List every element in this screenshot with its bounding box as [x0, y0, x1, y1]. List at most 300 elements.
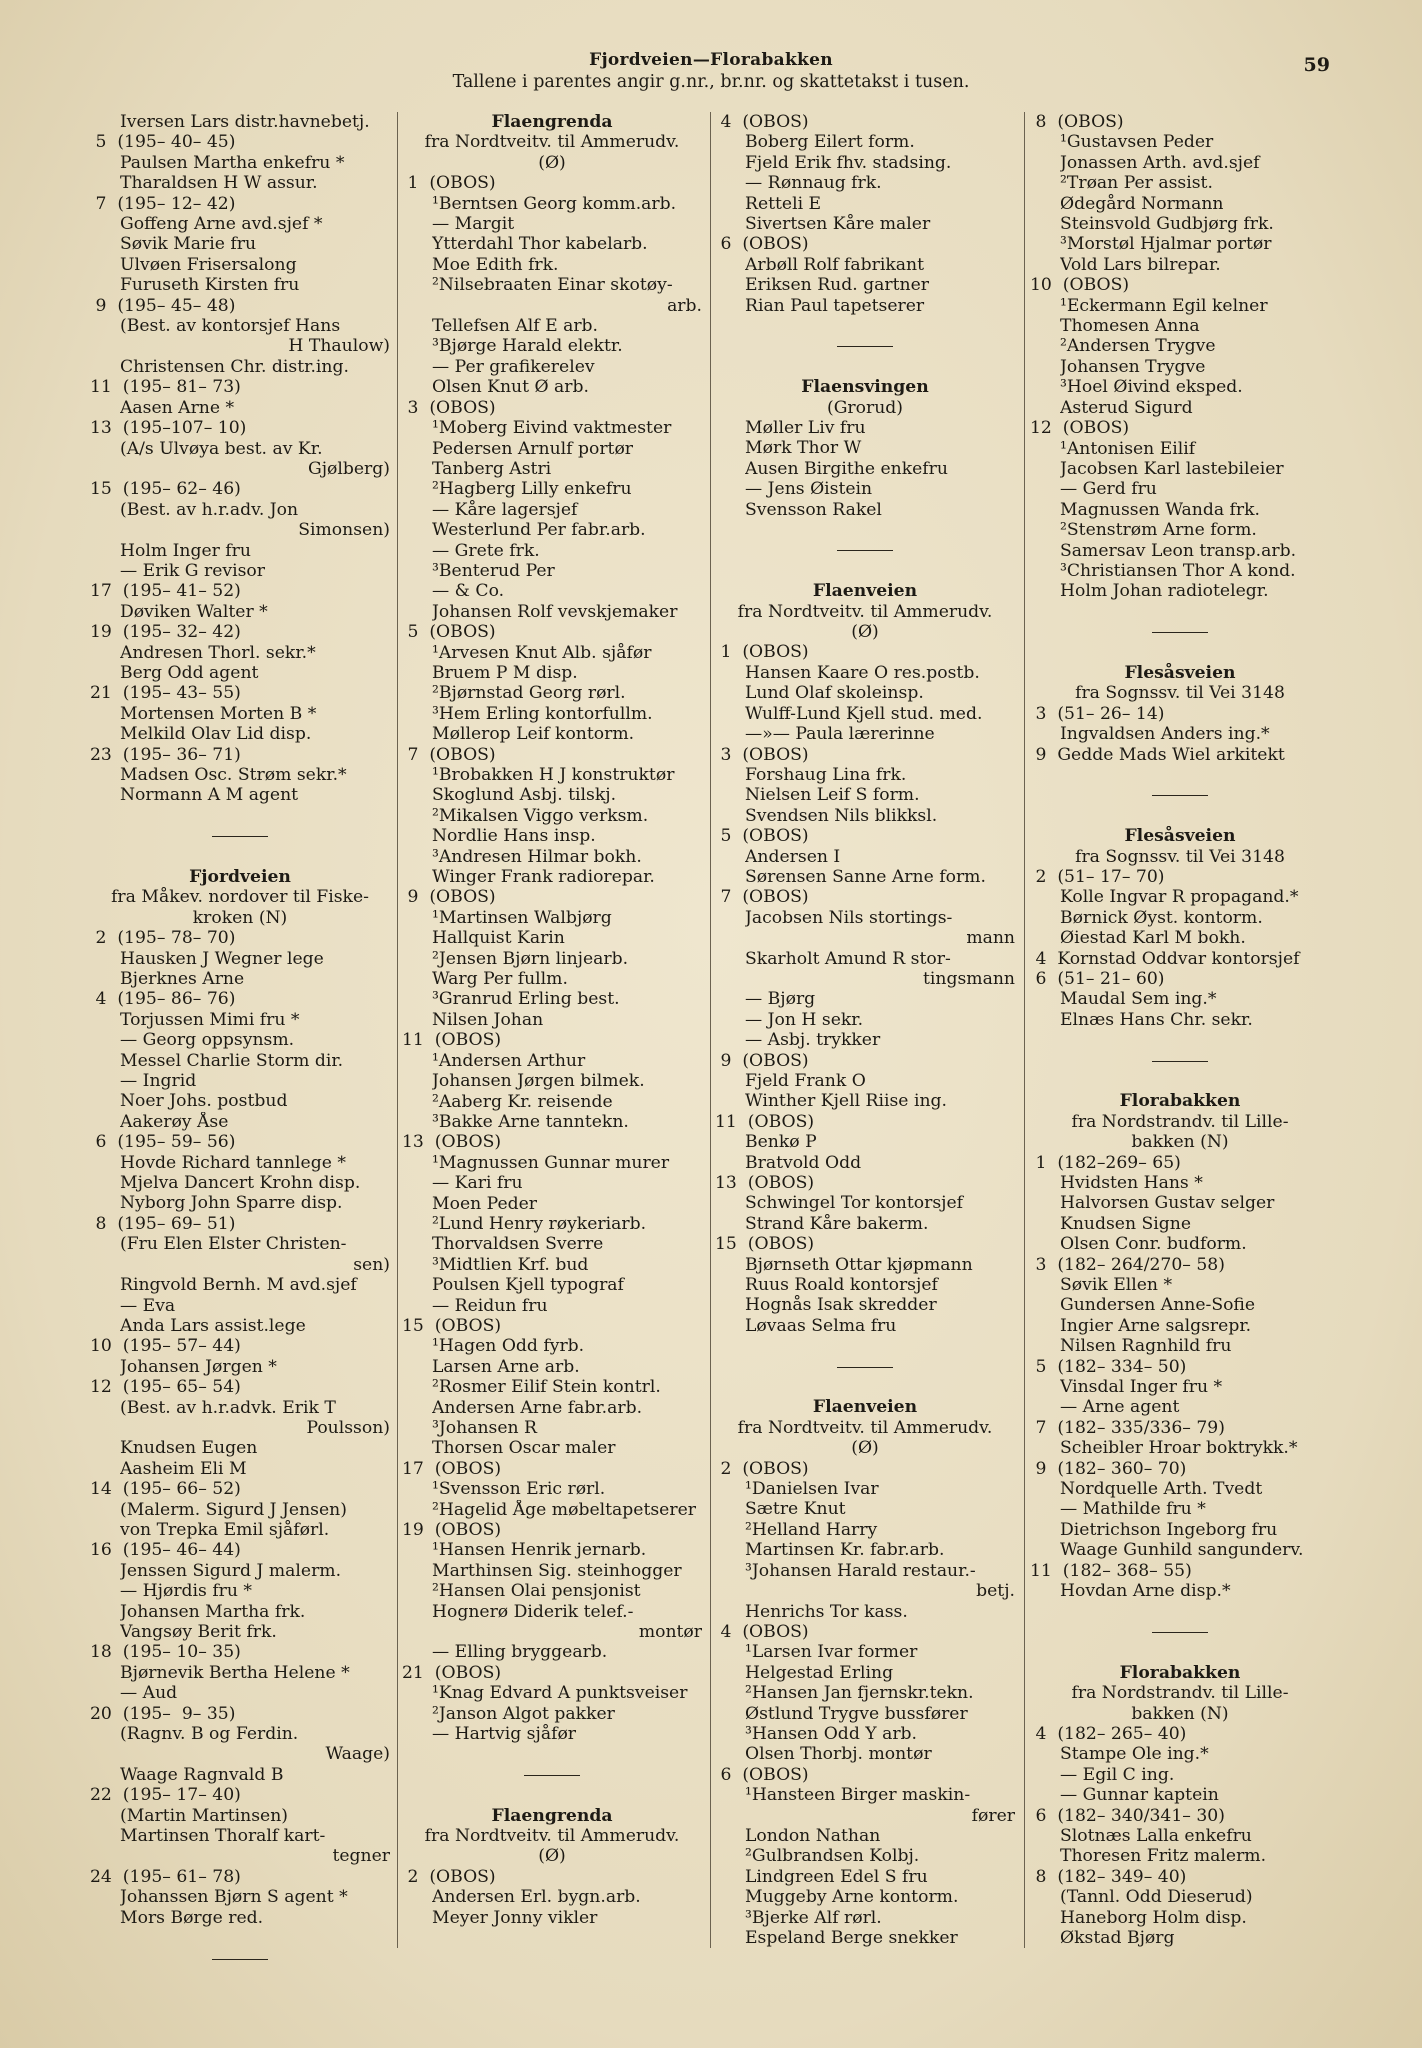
resident-line: Espeland Berge snekker — [745, 1928, 958, 1949]
house-number-line: 6 (OBOS) — [715, 1764, 809, 1785]
resident-line: Knudsen Eugen — [120, 1438, 258, 1459]
resident-line: Ingier Arne salgsrepr. — [1060, 1315, 1252, 1336]
resident-line: Noer Johs. postbud — [120, 1091, 288, 1112]
house-number-line: 8 (182– 349– 40) — [1030, 1866, 1187, 1887]
resident-line: Sivertsen Kåre maler — [745, 214, 931, 235]
resident-line: Schwingel Tor kontorsjef — [745, 1193, 964, 1214]
street-heading: Flaengrenda — [491, 112, 613, 132]
resident-line: Warg Per fullm. — [432, 969, 568, 990]
resident-line: Vold Lars bilrepar. — [1060, 254, 1221, 275]
house-number-line: 22 (195– 17– 40) — [90, 1785, 241, 1806]
resident-line: ²Andersen Trygve — [1060, 336, 1216, 357]
street-heading: Flaenveien — [812, 581, 918, 602]
resident-line: von Trepka Emil sjåførl. — [120, 1519, 330, 1540]
house-number-line: 8 (195– 69– 51) — [90, 1213, 236, 1234]
resident-line: Tellefsen Alf E arb. — [432, 316, 599, 337]
resident-line: (Best. av kontorsjef Hans — [120, 316, 341, 337]
resident-line: Hansen Kaare O res.postb. — [745, 662, 980, 683]
resident-line: Thoresen Fritz malerm. — [1060, 1846, 1267, 1867]
street-note: fra Sognssv. til Vei 3148 — [1075, 846, 1285, 867]
resident-line: (A/s Ulvøya best. av Kr. — [120, 438, 323, 459]
resident-line: Mjelva Dancert Krohn disp. — [120, 1173, 361, 1194]
resident-line: — Bjørg — [745, 989, 816, 1010]
house-number-line: 2 (195– 78– 70) — [90, 928, 236, 949]
resident-line: Thorvaldsen Sverre — [432, 1234, 604, 1255]
house-number-line: 11 (182– 368– 55) — [1030, 1560, 1192, 1581]
resident-line: Ruus Roald kontorsjef — [745, 1275, 938, 1296]
resident-line: Møllerop Leif kontorm. — [432, 724, 635, 745]
house-number-line: 4 (OBOS) — [715, 112, 809, 132]
resident-line: Strand Kåre bakerm. — [745, 1213, 929, 1234]
spacer — [715, 1377, 1015, 1397]
resident-line: Eriksen Rud. gartner — [745, 275, 929, 296]
resident-line: Andresen Thorl. sekr.* — [120, 642, 316, 663]
resident-line: ¹Antonisen Eilif — [1060, 438, 1196, 459]
house-number-line: 16 (195– 46– 44) — [90, 1540, 241, 1561]
resident-line: Østlund Trygve bussfører — [745, 1703, 968, 1724]
resident-line: — Eva — [120, 1295, 176, 1316]
resident-line: — Jens Øistein — [745, 479, 873, 500]
resident-line: Hvidsten Hans * — [1060, 1172, 1203, 1193]
resident-line: — Hjørdis fru * — [120, 1581, 253, 1602]
resident-line: Sætre Knut — [745, 1499, 846, 1520]
resident-line: Moen Peder — [432, 1193, 538, 1214]
house-number-line: 9 (182– 360– 70) — [1030, 1458, 1187, 1479]
spacer — [402, 1745, 702, 1765]
resident-line: Halvorsen Gustav selger — [1060, 1193, 1275, 1214]
resident-line: Dietrichson Ingeborg fru — [1060, 1519, 1278, 1540]
resident-line: Jacobsen Nils stortings- — [745, 907, 953, 928]
resident-line: Fjeld Erik fhv. stadsing. — [745, 152, 952, 173]
resident-line: Hognås Isak skredder — [745, 1295, 937, 1316]
house-number-line: 9 (OBOS) — [402, 887, 496, 908]
house-number-line: 12 (OBOS) — [1030, 418, 1130, 439]
resident-line: ¹Larsen Ivar former — [745, 1642, 918, 1663]
resident-line: Fjeld Frank O — [745, 1071, 866, 1091]
resident-line: Knudsen Signe — [1060, 1213, 1192, 1234]
continuation-line: Poulsson) — [306, 1417, 390, 1438]
house-number-line: 9 (195– 45– 48) — [90, 295, 236, 316]
house-number-line: 11 (OBOS) — [715, 1111, 815, 1132]
resident-line: Hovde Richard tannlege * — [120, 1152, 346, 1173]
resident-line: (Fru Elen Elster Christen- — [120, 1234, 347, 1255]
resident-line: Asterud Sigurd — [1060, 397, 1193, 418]
house-number-line: 17 (OBOS) — [402, 1458, 502, 1479]
resident-line: Olsen Thorbj. montør — [745, 1744, 932, 1765]
resident-line: — Jon H sekr. — [745, 1009, 864, 1030]
resident-line: Løvaas Selma fru — [745, 1315, 897, 1336]
resident-line: ¹Hansteen Birger maskin- — [745, 1785, 971, 1806]
house-number-line: 13 (OBOS) — [402, 1132, 502, 1153]
street-note: (Ø) — [538, 152, 566, 173]
resident-line: — Elling bryggearb. — [432, 1642, 608, 1663]
resident-line: Tharaldsen H W assur. — [120, 173, 318, 194]
resident-line: Ødegård Normann — [1060, 193, 1224, 214]
resident-line: Tanberg Astri — [432, 458, 552, 479]
resident-line: ³Bjørge Harald elektr. — [432, 336, 623, 357]
resident-line: (Best. av h.r.advk. Erik T — [120, 1397, 336, 1418]
resident-line: Rian Paul tapetserer — [745, 295, 925, 316]
resident-line: — Gerd fru — [1060, 479, 1157, 500]
resident-line: ²Stenstrøm Arne form. — [1060, 520, 1257, 541]
resident-line: ²Jensen Bjørn linjearb. — [432, 948, 629, 969]
resident-line: Poulsen Kjell typograf — [432, 1275, 624, 1296]
house-number-line: 15 (OBOS) — [402, 1315, 502, 1336]
resident-line: Svendsen Nils blikksl. — [745, 805, 938, 826]
street-heading: Flesåsveien — [1124, 662, 1236, 683]
resident-line: Benkø P — [745, 1132, 817, 1153]
house-number-line: 4 (195– 86– 76) — [90, 989, 236, 1010]
resident-line: ²Nilsebraaten Einar skotøy- — [432, 275, 673, 296]
resident-line: — Margit — [432, 214, 515, 235]
house-number-line: 5 (195– 40– 45) — [90, 132, 236, 153]
resident-line: Bjørnseth Ottar kjøpmann — [745, 1254, 973, 1275]
street-note: fra Nordtveitv. til Ammerudv. — [737, 601, 993, 622]
resident-line: ¹Martinsen Walbjørg — [432, 907, 612, 928]
resident-line: Nordquelle Arth. Tvedt — [1060, 1479, 1263, 1500]
resident-line: Haneborg Holm disp. — [1060, 1907, 1247, 1928]
resident-line: Vangsøy Berit frk. — [120, 1622, 277, 1643]
resident-line: (Best. av h.r.adv. Jon — [120, 499, 299, 520]
resident-line: — Ingrid — [120, 1071, 197, 1092]
resident-line: Bjørnevik Bertha Helene * — [120, 1662, 350, 1683]
spacer — [1030, 1030, 1330, 1050]
house-number-line: 21 (OBOS) — [402, 1662, 502, 1683]
resident-line: Holm Inger fru — [120, 540, 251, 561]
resident-line: Jacobsen Karl lastebileier — [1060, 458, 1284, 479]
resident-line: — Arne agent — [1060, 1397, 1180, 1418]
resident-line: Mors Børge red. — [120, 1907, 264, 1928]
spacer — [1030, 1071, 1330, 1091]
resident-line: Søvik Ellen * — [1060, 1275, 1173, 1296]
resident-line: Forshaug Lina frk. — [745, 764, 907, 785]
street-note: (Ø) — [538, 1846, 566, 1867]
house-number-line: 15 (195– 62– 46) — [90, 479, 241, 500]
house-number-line: 5 (OBOS) — [402, 622, 496, 643]
spacer — [715, 316, 1015, 336]
resident-line: Meyer Jonny vikler — [432, 1907, 598, 1928]
resident-line: ³Hansen Odd Y arb. — [745, 1723, 918, 1744]
resident-line: ²Aaberg Kr. reisende — [432, 1091, 613, 1112]
resident-line: Goffeng Arne avd.sjef * — [120, 214, 323, 235]
house-number-line: 6 (195– 59– 56) — [90, 1132, 236, 1153]
street-heading: Flaensvingen — [801, 377, 929, 398]
resident-line: — Kari fru — [432, 1173, 523, 1194]
house-number-line: 1 (182–269– 65) — [1030, 1152, 1181, 1173]
resident-line: Madsen Osc. Strøm sekr.* — [120, 765, 347, 785]
spacer — [90, 847, 390, 867]
resident-line: Skoglund Asbj. tilskj. — [432, 785, 617, 806]
street-heading: Flaengrenda — [491, 1805, 613, 1826]
street-heading: Florabakken — [1119, 1091, 1241, 1112]
column-4 — [1030, 112, 1330, 1948]
street-note: kroken (N) — [192, 907, 288, 928]
house-number-line: 5 (OBOS) — [715, 826, 809, 847]
house-number-line: 7 (195– 12– 42) — [90, 193, 236, 214]
resident-line: Hausken J Wegner lege — [120, 948, 324, 969]
spacer — [90, 1928, 390, 1948]
continuation-line: Waage) — [325, 1744, 390, 1765]
resident-line: ²Gulbrandsen Kolbj. — [745, 1846, 920, 1867]
resident-line: Slotnæs Lalla enkefru — [1060, 1825, 1252, 1846]
house-number-line: 17 (195– 41– 52) — [90, 581, 241, 602]
section-separator — [1030, 1622, 1330, 1642]
resident-line: Pedersen Arnulf portør — [432, 438, 634, 459]
resident-line: ³Andresen Hilmar bokh. — [432, 846, 642, 867]
resident-line: Børnick Øyst. kontorm. — [1060, 907, 1263, 928]
house-number-line: 12 (195– 65– 54) — [90, 1377, 241, 1398]
spacer — [402, 1785, 702, 1805]
resident-line: ²Hansen Olai pensjonist — [432, 1581, 641, 1602]
resident-line: Boberg Eilert form. — [745, 132, 915, 153]
house-number-line: 9 (OBOS) — [715, 1050, 809, 1071]
house-number-line: 4 (182– 265– 40) — [1030, 1723, 1187, 1744]
resident-line: Samersav Leon transp.arb. — [1060, 540, 1297, 561]
section-separator — [402, 1765, 702, 1785]
resident-line: Furuseth Kirsten fru — [120, 275, 300, 296]
resident-line: Olsen Conr. budform. — [1060, 1234, 1247, 1255]
resident-line: Paulsen Martha enkefru * — [120, 152, 345, 173]
resident-line: ¹Brobakken H J konstruktør — [432, 765, 675, 785]
spacer — [1030, 765, 1330, 785]
street-note: bakken (N) — [1131, 1703, 1229, 1724]
house-number-line: 6 (51– 21– 60) — [1030, 968, 1165, 989]
resident-line: Sørensen Sanne Arne form. — [745, 866, 986, 887]
house-number-line: 13 (195–107– 10) — [90, 418, 247, 439]
resident-line: — Mathilde fru * — [1060, 1499, 1206, 1520]
resident-line: — Gunnar kaptein — [1060, 1785, 1219, 1806]
column-divider — [397, 112, 398, 1948]
column-2 — [402, 112, 702, 1928]
resident-line: ³Christiansen Thor A kond. — [1060, 560, 1296, 581]
resident-line: ³Morstøl Hjalmar portør — [1060, 234, 1272, 255]
resident-line: Winger Frank radiorepar. — [432, 867, 655, 888]
resident-line: ¹Svensson Eric rørl. — [432, 1479, 606, 1500]
house-number-line: 3 (OBOS) — [715, 744, 809, 765]
resident-line: ³Hem Erling kontorfullm. — [432, 703, 653, 724]
resident-line: Torjussen Mimi fru * — [120, 1009, 300, 1030]
resident-line: ²Trøan Per assist. — [1060, 173, 1213, 194]
continuation-line: mann — [966, 928, 1015, 949]
resident-line: Berg Odd agent — [120, 662, 259, 683]
resident-line: Ytterdahl Thor kabelarb. — [432, 234, 648, 255]
continuation-line: arb. — [667, 295, 702, 316]
house-number-line: 10 (OBOS) — [1030, 275, 1130, 296]
page-subtitle: Tallene i parentes angir g.nr., br.nr. og skattetakst i tusen. — [452, 72, 970, 92]
resident-line: ²Janson Algot pakker — [432, 1703, 615, 1724]
street-note: fra Måkev. nordover til Fiske- — [111, 887, 369, 908]
spacer — [1030, 643, 1330, 663]
house-number-line: 13 (OBOS) — [715, 1173, 815, 1194]
resident-line: — Georg oppsynsm. — [120, 1030, 295, 1051]
resident-line: Andersen Arne fabr.arb. — [432, 1397, 643, 1418]
street-note: (Ø) — [851, 1438, 879, 1459]
resident-line: Bjerknes Arne — [120, 969, 245, 990]
resident-line: Henrichs Tor kass. — [745, 1601, 908, 1622]
spacer — [1030, 602, 1330, 622]
resident-line: Johansen Jørgen bilmek. — [432, 1071, 645, 1092]
spacer — [90, 806, 390, 826]
resident-line: ²Bjørnstad Georg rørl. — [432, 683, 626, 704]
resident-line: ³Bjerke Alf rørl. — [745, 1907, 882, 1928]
street-heading: Flesåsveien — [1124, 826, 1236, 847]
street-note: (Grorud) — [827, 397, 903, 418]
house-number-line: 2 (OBOS) — [715, 1458, 809, 1479]
resident-line: Kolle Ingvar R propagand.* — [1060, 887, 1299, 908]
resident-line: Aasheim Eli M — [120, 1458, 247, 1479]
spacer — [715, 1336, 1015, 1356]
resident-line: — Hartvig sjåfør — [432, 1724, 577, 1745]
page-number: 59 — [1303, 54, 1330, 76]
resident-line: Stampe Ole ing.* — [1060, 1744, 1209, 1765]
resident-line: Andersen Erl. bygn.arb. — [432, 1887, 641, 1908]
resident-line: ¹Knag Edvard A punktsveiser — [432, 1683, 688, 1704]
house-number-line: 11 (OBOS) — [402, 1030, 502, 1051]
resident-line: Aasen Arne * — [120, 397, 235, 418]
spacer — [715, 520, 1015, 540]
continuation-line: Gjølberg) — [307, 458, 390, 479]
resident-line: — Per grafikerelev — [432, 356, 595, 377]
house-number-line: 3 (182– 264/270– 58) — [1030, 1254, 1225, 1275]
resident-line: ³Granrud Erling best. — [432, 989, 620, 1010]
resident-line: Johansen Trygve — [1060, 356, 1206, 377]
resident-line: — Kåre lagersjef — [432, 499, 578, 520]
house-number-line: 4 Kornstad Oddvar kontorsjef — [1030, 948, 1300, 969]
house-number-line: 2 (OBOS) — [402, 1866, 496, 1887]
resident-line: London Nathan — [745, 1825, 881, 1846]
resident-line: Vinsdal Inger fru * — [1060, 1377, 1223, 1398]
section-separator — [1030, 622, 1330, 642]
spacer — [1030, 1602, 1330, 1622]
resident-line: ¹Hansen Henrik jernarb. — [432, 1540, 647, 1561]
continuation-line: H Thaulow) — [288, 336, 390, 357]
house-number-line: 3 (51– 26– 14) — [1030, 703, 1165, 724]
resident-line: ¹Andersen Arthur — [432, 1050, 586, 1071]
page-title: Fjordveien—Florabakken — [589, 50, 833, 70]
resident-line: Westerlund Per fabr.arb. — [432, 520, 646, 541]
house-number-line: 24 (195– 61– 78) — [90, 1866, 241, 1887]
resident-line: Bratvold Odd — [745, 1152, 862, 1173]
resident-line: Winther Kjell Riise ing. — [745, 1091, 947, 1112]
resident-line: ²Hansen Jan fjernskr.tekn. — [745, 1683, 974, 1704]
resident-line: Lindgreen Edel S fru — [745, 1866, 928, 1887]
resident-line: Holm Johan radiotelegr. — [1060, 581, 1269, 602]
resident-line: Nordlie Hans insp. — [432, 826, 596, 847]
resident-line: ¹Hagen Odd fyrb. — [432, 1336, 585, 1357]
resident-line: Waage Gunhild sangunderv. — [1060, 1540, 1304, 1561]
street-note: fra Nordtveitv. til Ammerudv. — [424, 132, 680, 153]
resident-line: ³Johansen Harald restaur.- — [745, 1560, 976, 1581]
resident-line: ³Benterud Per — [432, 560, 555, 581]
resident-line: Martinsen Kr. fabr.arb. — [745, 1540, 945, 1561]
resident-line: Steinsvold Gudbjørg frk. — [1060, 214, 1274, 235]
section-separator — [715, 336, 1015, 356]
resident-line: Marthinsen Sig. steinhogger — [432, 1560, 682, 1581]
street-heading: Florabakken — [1119, 1662, 1241, 1683]
resident-line: Martinsen Thoralf kart- — [120, 1826, 326, 1847]
resident-line: (Tannl. Odd Dieserud) — [1060, 1887, 1253, 1908]
resident-line: Scheibler Hroar boktrykk.* — [1060, 1438, 1298, 1459]
house-number-line: 7 (OBOS) — [715, 887, 809, 908]
resident-line: ¹Eckermann Egil kelner — [1060, 295, 1268, 316]
resident-line: Johansen Martha frk. — [120, 1601, 306, 1622]
resident-line: ³Bakke Arne tanntekn. — [432, 1111, 629, 1132]
resident-line: ³Hoel Øivind eksped. — [1060, 377, 1243, 398]
resident-line: Mortensen Morten B * — [120, 703, 317, 724]
resident-line: ²Mikalsen Viggo verksm. — [432, 805, 649, 826]
house-number-line: 7 (182– 335/336– 79) — [1030, 1417, 1225, 1438]
resident-line: Søvik Marie fru — [120, 234, 257, 255]
resident-line: Døviken Walter * — [120, 601, 268, 622]
resident-line: Normann A M agent — [120, 785, 299, 806]
resident-line: Maudal Sem ing.* — [1060, 989, 1217, 1010]
spacer — [715, 357, 1015, 377]
resident-line: Messel Charlie Storm dir. — [120, 1050, 344, 1071]
resident-line: Olsen Knut Ø arb. — [432, 377, 589, 398]
resident-line: Ingvaldsen Anders ing.* — [1060, 724, 1270, 745]
house-number-line: 6 (182– 340/341– 30) — [1030, 1805, 1225, 1826]
house-number-line: 9 Gedde Mads Wiel arkitekt — [1030, 744, 1285, 765]
house-number-line: 14 (195– 66– 52) — [90, 1479, 241, 1500]
house-number-line: 10 (195– 57– 44) — [90, 1336, 241, 1357]
resident-line: Johansen Jørgen * — [120, 1356, 277, 1377]
resident-line: ²Rosmer Eilif Stein kontrl. — [432, 1377, 661, 1398]
street-note: fra Nordstrandv. til Lille- — [1071, 1683, 1289, 1704]
resident-line: Hovdan Arne disp.* — [1060, 1581, 1231, 1602]
resident-line: Elnæs Hans Chr. sekr. — [1060, 1009, 1253, 1030]
column-divider — [1024, 112, 1025, 1948]
house-number-line: 1 (OBOS) — [402, 173, 496, 194]
resident-line: Nilsen Ragnhild fru — [1060, 1336, 1232, 1357]
resident-line: Aakerøy Åse — [120, 1111, 229, 1132]
resident-line: ¹Berntsen Georg komm.arb. — [432, 193, 677, 214]
resident-line: Jonassen Arth. avd.sjef — [1060, 152, 1260, 173]
continuation-line: tingsmann — [923, 968, 1015, 989]
resident-line: Nielsen Leif S form. — [745, 785, 920, 806]
resident-line: Andersen I — [745, 846, 841, 867]
resident-line: Nyborg John Sparre disp. — [120, 1193, 343, 1214]
house-number-line: 2 (51– 17– 70) — [1030, 866, 1165, 887]
spacer — [1030, 1642, 1330, 1662]
resident-line: Møller Liv fru — [745, 418, 866, 439]
street-heading: Flaenveien — [812, 1397, 918, 1418]
house-number-line: 21 (195– 43– 55) — [90, 683, 241, 704]
resident-line: Johansen Rolf vevskjemaker — [432, 601, 678, 622]
resident-line: Muggeby Arne kontorm. — [745, 1887, 959, 1908]
house-number-line: 8 (OBOS) — [1030, 112, 1124, 132]
resident-line: Waage Ragnvald B — [120, 1764, 284, 1785]
street-note: fra Nordtveitv. til Ammerudv. — [424, 1826, 680, 1847]
section-separator — [1030, 1051, 1330, 1071]
resident-line: Ausen Birgithe enkefru — [745, 458, 948, 479]
resident-line: — Reidun fru — [432, 1295, 548, 1316]
resident-line: Melkild Olav Lid disp. — [120, 724, 312, 745]
spacer — [1030, 806, 1330, 826]
continuation-line: Simonsen) — [298, 520, 390, 541]
resident-line: ³Midtlien Krf. bud — [432, 1254, 589, 1275]
resident-line: ¹Magnussen Gunnar murer — [432, 1152, 670, 1173]
resident-line: ²Helland Harry — [745, 1519, 878, 1540]
house-number-line: 11 (195– 81– 73) — [90, 377, 241, 398]
column-3 — [715, 112, 1015, 1948]
house-number-line: 23 (195– 36– 71) — [90, 744, 241, 765]
resident-line: (Ragnv. B og Ferdin. — [120, 1724, 299, 1745]
continuation-line: fører — [971, 1805, 1015, 1826]
resident-line: Skarholt Amund R stor- — [745, 948, 951, 969]
resident-line: (Malerm. Sigurd J Jensen) — [120, 1499, 347, 1520]
resident-line: ¹Danielsen Ivar — [745, 1479, 879, 1500]
resident-line: Lund Olaf skoleinsp. — [745, 683, 924, 704]
